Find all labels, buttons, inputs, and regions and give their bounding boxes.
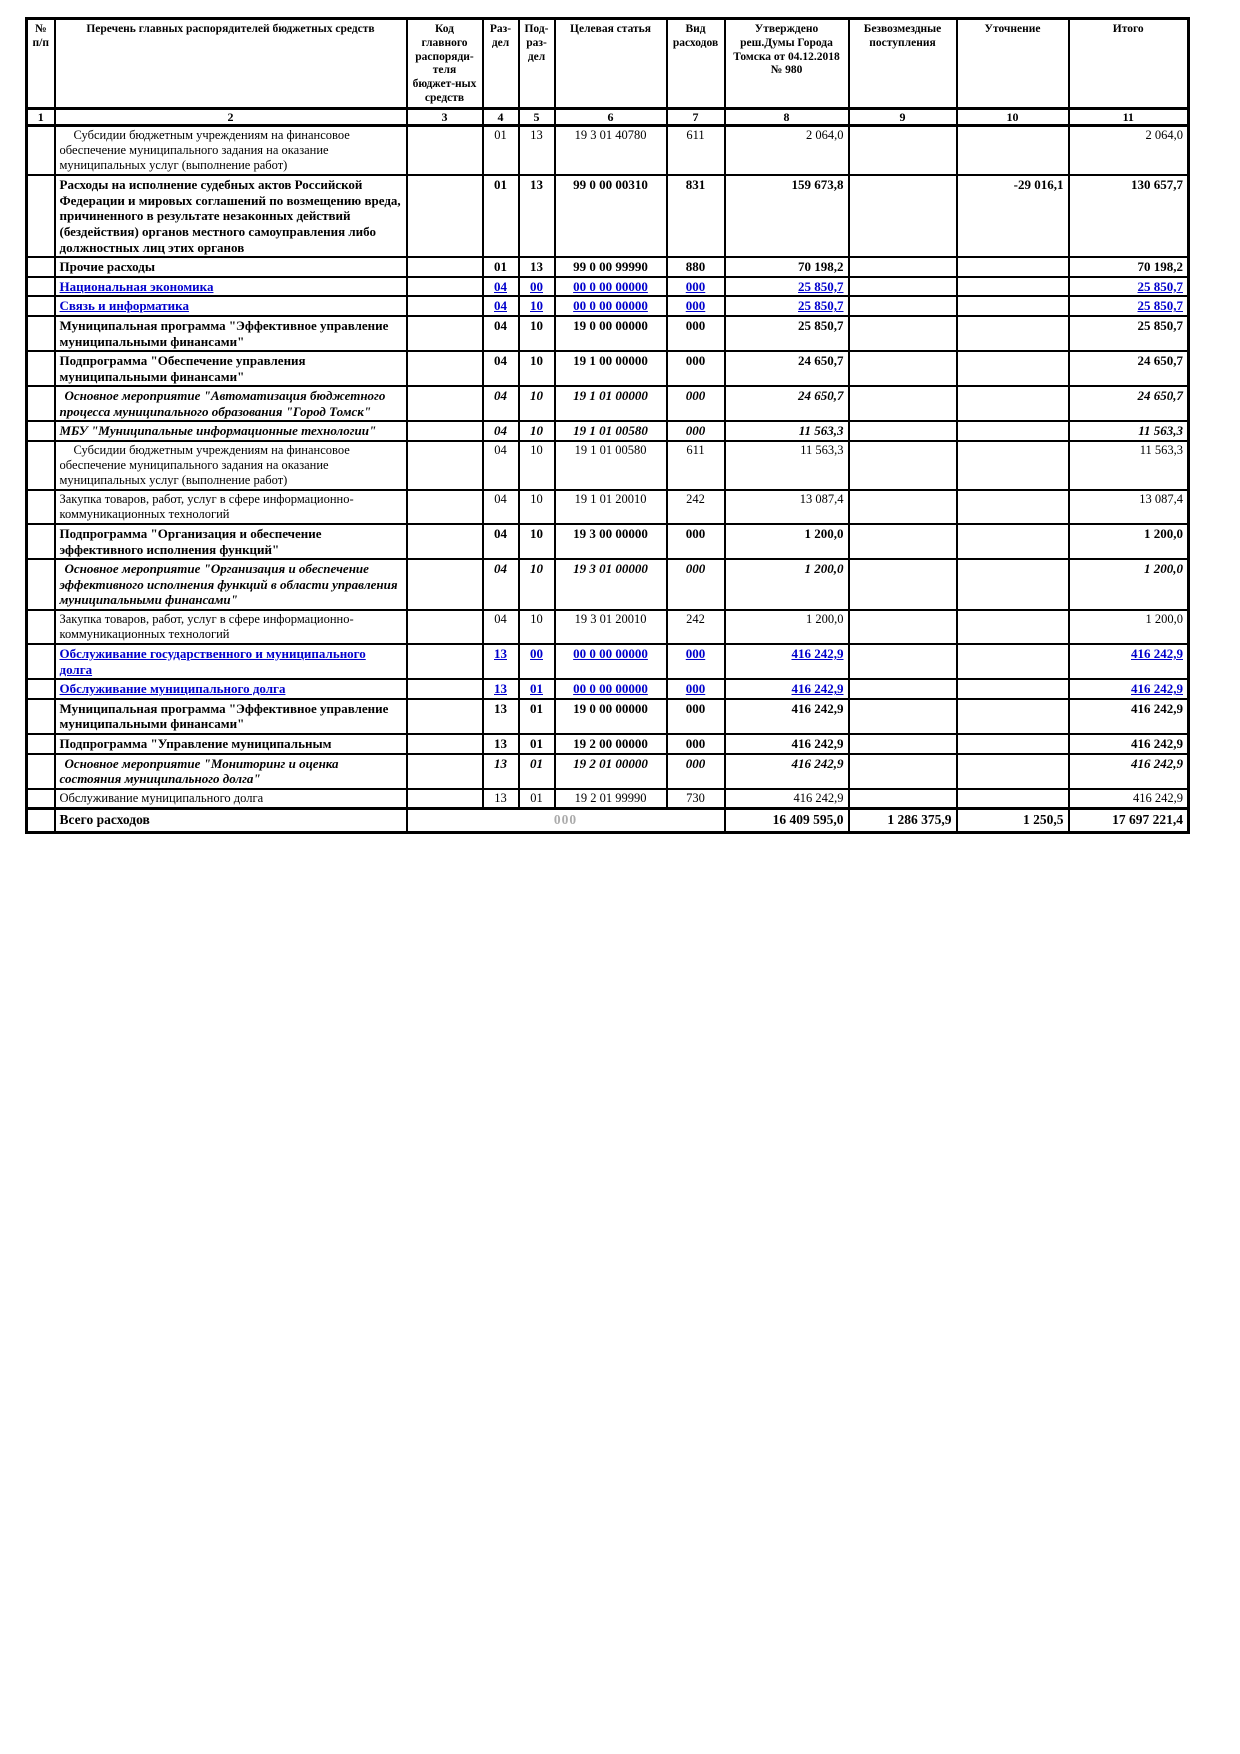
row-total-cell: 13 087,4 — [1069, 490, 1189, 524]
row-target-article-cell: 19 2 01 00000 — [555, 754, 667, 789]
col-num-7: 7 — [667, 108, 725, 125]
row-grbs-code-cell — [407, 734, 483, 754]
col-header-razdel: Раз-дел — [483, 19, 519, 109]
col-num-2: 2 — [55, 108, 407, 125]
row-podrazdel-cell: 10 — [519, 441, 555, 490]
row-refine-cell — [957, 699, 1069, 734]
row-name-cell: Закупка товаров, работ, услуг в сфере информационно-коммуникационных технологий — [55, 490, 407, 524]
row-npp-cell — [27, 699, 55, 734]
row-grbs-code-cell — [407, 679, 483, 699]
row-gratuitous-cell — [849, 610, 957, 644]
row-expense-type-cell: 730 — [667, 789, 725, 809]
row-grbs-code-cell — [407, 296, 483, 316]
row-approved-cell: 1 200,0 — [725, 559, 849, 610]
row-total-cell: 1 200,0 — [1069, 524, 1189, 559]
row-razdel-cell: 04 — [483, 421, 519, 441]
row-refine-cell — [957, 644, 1069, 679]
row-expense-type-cell: 611 — [667, 441, 725, 490]
row-approved-cell: 25 850,7 — [725, 296, 849, 316]
row-npp-cell — [27, 754, 55, 789]
row-razdel-cell: 13 — [483, 754, 519, 789]
row-podrazdel-cell: 01 — [519, 789, 555, 809]
row-target-article-cell: 19 0 00 00000 — [555, 316, 667, 351]
row-refine-cell — [957, 490, 1069, 524]
row-npp-cell — [27, 644, 55, 679]
row-expense-type-cell: 242 — [667, 610, 725, 644]
row-refine-cell — [957, 386, 1069, 421]
row-npp-cell — [27, 126, 55, 176]
col-num-4: 4 — [483, 108, 519, 125]
total-merged-zeros: 000 — [407, 808, 725, 832]
row-gratuitous-cell — [849, 175, 957, 257]
row-approved-cell: 13 087,4 — [725, 490, 849, 524]
row-name-cell: Основное мероприятие "Организация и обеспечение эффективного исполнения функций в области управления муниципальными финансами" — [55, 559, 407, 610]
total-label: Всего расходов — [55, 808, 407, 832]
row-gratuitous-cell — [849, 421, 957, 441]
row-grbs-code-cell — [407, 257, 483, 277]
row-gratuitous-cell — [849, 699, 957, 734]
row-podrazdel-cell: 13 — [519, 175, 555, 257]
table-row — [27, 559, 1189, 610]
row-grbs-code-cell — [407, 316, 483, 351]
row-npp-cell — [27, 257, 55, 277]
table-row — [27, 351, 1189, 386]
row-total-cell: 416 242,9 — [1069, 754, 1189, 789]
row-expense-type-cell: 000 — [667, 754, 725, 789]
row-total-cell: 416 242,9 — [1069, 789, 1189, 809]
row-expense-type-cell: 000 — [667, 559, 725, 610]
row-podrazdel-cell: 13 — [519, 126, 555, 176]
row-razdel-cell: 04 — [483, 524, 519, 559]
row-gratuitous-cell — [849, 126, 957, 176]
row-approved-cell: 25 850,7 — [725, 316, 849, 351]
row-total-cell: 1 200,0 — [1069, 610, 1189, 644]
row-refine-cell — [957, 296, 1069, 316]
row-name-cell: Муниципальная программа "Эффективное управление муниципальными финансами" — [55, 316, 407, 351]
col-num-3: 3 — [407, 108, 483, 125]
row-name-cell: Связь и информатика — [55, 296, 407, 316]
row-gratuitous-cell — [849, 351, 957, 386]
table-row — [27, 610, 1189, 644]
total-itogo-value: 17 697 221,4 — [1069, 808, 1189, 832]
row-podrazdel-cell: 01 — [519, 754, 555, 789]
row-target-article-cell: 19 1 01 00580 — [555, 441, 667, 490]
row-refine-cell — [957, 277, 1069, 297]
row-razdel-cell: 04 — [483, 490, 519, 524]
col-num-9: 9 — [849, 108, 957, 125]
row-npp-cell — [27, 175, 55, 257]
col-header-podrazdel: Под-раз-дел — [519, 19, 555, 109]
row-podrazdel-cell: 10 — [519, 351, 555, 386]
row-razdel-cell: 04 — [483, 610, 519, 644]
row-expense-type-cell: 000 — [667, 316, 725, 351]
row-grbs-code-cell — [407, 386, 483, 421]
row-grbs-code-cell — [407, 421, 483, 441]
row-podrazdel-cell: 01 — [519, 679, 555, 699]
row-refine-cell: -29 016,1 — [957, 175, 1069, 257]
row-podrazdel-cell: 01 — [519, 734, 555, 754]
row-name-cell: Закупка товаров, работ, услуг в сфере информационно-коммуникационных технологий — [55, 610, 407, 644]
table-row — [27, 754, 1189, 789]
row-gratuitous-cell — [849, 296, 957, 316]
row-podrazdel-cell: 01 — [519, 699, 555, 734]
table-row — [27, 386, 1189, 421]
row-refine-cell — [957, 316, 1069, 351]
budget-expenditure-table — [25, 17, 1190, 834]
row-refine-cell — [957, 679, 1069, 699]
row-razdel-cell: 04 — [483, 351, 519, 386]
row-target-article-cell: 19 0 00 00000 — [555, 699, 667, 734]
row-approved-cell: 1 200,0 — [725, 610, 849, 644]
row-name-cell: Расходы на исполнение судебных актов Российской Федерации и мировых соглашений по возмещению вреда, причиненного в результате незаконных действий (бездействия) органов местного самоуправления либо должностных лиц этих органов — [55, 175, 407, 257]
table-row — [27, 277, 1189, 297]
row-name-cell: Муниципальная программа "Эффективное управление муниципальными финансами" — [55, 699, 407, 734]
row-expense-type-cell: 000 — [667, 679, 725, 699]
row-grbs-code-cell — [407, 524, 483, 559]
row-podrazdel-cell: 10 — [519, 421, 555, 441]
row-approved-cell: 416 242,9 — [725, 734, 849, 754]
row-podrazdel-cell: 10 — [519, 559, 555, 610]
row-gratuitous-cell — [849, 524, 957, 559]
row-refine-cell — [957, 421, 1069, 441]
row-expense-type-cell: 000 — [667, 386, 725, 421]
row-refine-cell — [957, 441, 1069, 490]
row-npp-cell — [27, 524, 55, 559]
table-row — [27, 734, 1189, 754]
table-row — [27, 679, 1189, 699]
row-podrazdel-cell: 00 — [519, 277, 555, 297]
total-approved-value: 16 409 595,0 — [725, 808, 849, 832]
col-header-name: Перечень главных распорядителей бюджетных средств — [55, 19, 407, 109]
row-razdel-cell: 04 — [483, 277, 519, 297]
row-target-article-cell: 19 3 01 20010 — [555, 610, 667, 644]
col-header-grbs-code: Код главного распоряди-теля бюджет-ных средств — [407, 19, 483, 109]
row-podrazdel-cell: 10 — [519, 386, 555, 421]
row-grbs-code-cell — [407, 126, 483, 176]
table-body — [27, 126, 1189, 809]
row-gratuitous-cell — [849, 754, 957, 789]
row-name-cell: Подпрограмма "Управление муниципальным — [55, 734, 407, 754]
row-total-cell: 25 850,7 — [1069, 316, 1189, 351]
row-refine-cell — [957, 351, 1069, 386]
row-podrazdel-cell: 13 — [519, 257, 555, 277]
row-npp-cell — [27, 386, 55, 421]
row-name-cell: Основное мероприятие "Автоматизация бюджетного процесса муниципального образования "Город Томск" — [55, 386, 407, 421]
row-refine-cell — [957, 524, 1069, 559]
row-razdel-cell: 01 — [483, 175, 519, 257]
row-gratuitous-cell — [849, 789, 957, 809]
row-npp-cell — [27, 421, 55, 441]
row-grbs-code-cell — [407, 277, 483, 297]
row-target-article-cell: 19 2 01 99990 — [555, 789, 667, 809]
row-name-cell: Основное мероприятие "Мониторинг и оценка состояния муниципального долга" — [55, 754, 407, 789]
row-total-cell: 1 200,0 — [1069, 559, 1189, 610]
row-total-cell: 2 064,0 — [1069, 126, 1189, 176]
row-approved-cell: 24 650,7 — [725, 351, 849, 386]
table-row — [27, 296, 1189, 316]
table-row — [27, 490, 1189, 524]
row-podrazdel-cell: 10 — [519, 316, 555, 351]
row-approved-cell: 159 673,8 — [725, 175, 849, 257]
row-name-cell: МБУ "Муниципальные информационные технологии" — [55, 421, 407, 441]
row-total-cell: 416 242,9 — [1069, 644, 1189, 679]
row-gratuitous-cell — [849, 277, 957, 297]
row-approved-cell: 1 200,0 — [725, 524, 849, 559]
row-name-cell: Прочие расходы — [55, 257, 407, 277]
row-expense-type-cell: 000 — [667, 351, 725, 386]
table-row — [27, 175, 1189, 257]
row-razdel-cell: 13 — [483, 699, 519, 734]
row-target-article-cell: 19 3 01 00000 — [555, 559, 667, 610]
row-npp-cell — [27, 351, 55, 386]
row-total-cell: 416 242,9 — [1069, 734, 1189, 754]
table-row — [27, 126, 1189, 176]
table-row — [27, 257, 1189, 277]
row-name-cell: Подпрограмма "Организация и обеспечение эффективного исполнения функций" — [55, 524, 407, 559]
col-header-npp: № п/п — [27, 19, 55, 109]
row-total-cell: 24 650,7 — [1069, 351, 1189, 386]
row-npp-cell — [27, 277, 55, 297]
row-podrazdel-cell: 10 — [519, 524, 555, 559]
row-grbs-code-cell — [407, 490, 483, 524]
row-razdel-cell: 01 — [483, 126, 519, 176]
row-name-cell: Национальная экономика — [55, 277, 407, 297]
row-npp-cell — [27, 734, 55, 754]
table-row — [27, 524, 1189, 559]
row-target-article-cell: 99 0 00 00310 — [555, 175, 667, 257]
row-refine-cell — [957, 754, 1069, 789]
row-target-article-cell: 19 1 01 00000 — [555, 386, 667, 421]
row-grbs-code-cell — [407, 644, 483, 679]
row-razdel-cell: 04 — [483, 386, 519, 421]
col-header-gratuitous: Безвозмездные поступления — [849, 19, 957, 109]
row-total-cell: 24 650,7 — [1069, 386, 1189, 421]
row-refine-cell — [957, 734, 1069, 754]
row-npp-cell — [27, 441, 55, 490]
col-num-10: 10 — [957, 108, 1069, 125]
row-total-cell: 70 198,2 — [1069, 257, 1189, 277]
row-grbs-code-cell — [407, 789, 483, 809]
row-gratuitous-cell — [849, 559, 957, 610]
row-razdel-cell: 13 — [483, 679, 519, 699]
row-grbs-code-cell — [407, 351, 483, 386]
row-razdel-cell: 13 — [483, 734, 519, 754]
table-row — [27, 644, 1189, 679]
col-num-8: 8 — [725, 108, 849, 125]
row-approved-cell: 416 242,9 — [725, 679, 849, 699]
row-gratuitous-cell — [849, 316, 957, 351]
row-name-cell: Субсидии бюджетным учреждениям на финансовое обеспечение муниципального задания на оказание муниципальных услуг (выполнение работ) — [55, 441, 407, 490]
row-target-article-cell: 19 3 00 00000 — [555, 524, 667, 559]
row-npp-cell — [27, 610, 55, 644]
row-total-cell: 416 242,9 — [1069, 699, 1189, 734]
header-number-row — [27, 108, 1189, 125]
row-target-article-cell: 19 1 00 00000 — [555, 351, 667, 386]
row-gratuitous-cell — [849, 679, 957, 699]
row-approved-cell: 11 563,3 — [725, 421, 849, 441]
row-expense-type-cell: 000 — [667, 277, 725, 297]
row-target-article-cell: 19 3 01 40780 — [555, 126, 667, 176]
row-grbs-code-cell — [407, 175, 483, 257]
col-header-target-article: Целевая статья — [555, 19, 667, 109]
row-razdel-cell: 04 — [483, 441, 519, 490]
row-npp-cell — [27, 316, 55, 351]
row-gratuitous-cell — [849, 490, 957, 524]
row-gratuitous-cell — [849, 644, 957, 679]
row-expense-type-cell: 000 — [667, 296, 725, 316]
row-total-cell: 11 563,3 — [1069, 421, 1189, 441]
row-gratuitous-cell — [849, 441, 957, 490]
row-approved-cell: 416 242,9 — [725, 789, 849, 809]
table-row — [27, 441, 1189, 490]
row-expense-type-cell: 880 — [667, 257, 725, 277]
row-target-article-cell: 19 1 01 20010 — [555, 490, 667, 524]
row-expense-type-cell: 611 — [667, 126, 725, 176]
row-approved-cell: 24 650,7 — [725, 386, 849, 421]
row-razdel-cell: 13 — [483, 789, 519, 809]
row-total-cell: 416 242,9 — [1069, 679, 1189, 699]
row-expense-type-cell: 242 — [667, 490, 725, 524]
row-gratuitous-cell — [849, 257, 957, 277]
row-approved-cell: 416 242,9 — [725, 699, 849, 734]
row-razdel-cell: 04 — [483, 296, 519, 316]
row-name-cell: Обслуживание государственного и муниципального долга — [55, 644, 407, 679]
table-row — [27, 421, 1189, 441]
row-grbs-code-cell — [407, 559, 483, 610]
total-npp-cell — [27, 808, 55, 832]
row-razdel-cell: 01 — [483, 257, 519, 277]
total-row — [27, 808, 1189, 832]
row-razdel-cell: 04 — [483, 559, 519, 610]
table-header — [27, 19, 1189, 126]
row-name-cell: Субсидии бюджетным учреждениям на финансовое обеспечение муниципального задания на оказание муниципальных услуг (выполнение работ) — [55, 126, 407, 176]
row-target-article-cell: 00 0 00 00000 — [555, 277, 667, 297]
row-approved-cell: 11 563,3 — [725, 441, 849, 490]
row-expense-type-cell: 000 — [667, 644, 725, 679]
row-target-article-cell: 00 0 00 00000 — [555, 679, 667, 699]
col-num-6: 6 — [555, 108, 667, 125]
row-podrazdel-cell: 10 — [519, 490, 555, 524]
row-expense-type-cell: 000 — [667, 421, 725, 441]
col-num-5: 5 — [519, 108, 555, 125]
row-approved-cell: 416 242,9 — [725, 644, 849, 679]
row-total-cell: 11 563,3 — [1069, 441, 1189, 490]
row-grbs-code-cell — [407, 441, 483, 490]
row-total-cell: 25 850,7 — [1069, 296, 1189, 316]
row-expense-type-cell: 000 — [667, 699, 725, 734]
row-total-cell: 25 850,7 — [1069, 277, 1189, 297]
row-refine-cell — [957, 610, 1069, 644]
row-podrazdel-cell: 00 — [519, 644, 555, 679]
total-gratuitous-value: 1 286 375,9 — [849, 808, 957, 832]
row-name-cell: Обслуживание муниципального долга — [55, 679, 407, 699]
row-npp-cell — [27, 679, 55, 699]
row-target-article-cell: 19 1 01 00580 — [555, 421, 667, 441]
row-refine-cell — [957, 126, 1069, 176]
row-razdel-cell: 04 — [483, 316, 519, 351]
col-header-refine: Уточнение — [957, 19, 1069, 109]
row-razdel-cell: 13 — [483, 644, 519, 679]
row-target-article-cell: 19 2 00 00000 — [555, 734, 667, 754]
row-refine-cell — [957, 789, 1069, 809]
row-name-cell: Подпрограмма "Обеспечение управления муниципальными финансами" — [55, 351, 407, 386]
row-npp-cell — [27, 296, 55, 316]
row-grbs-code-cell — [407, 610, 483, 644]
row-npp-cell — [27, 789, 55, 809]
row-approved-cell: 25 850,7 — [725, 277, 849, 297]
table-row — [27, 316, 1189, 351]
row-expense-type-cell: 831 — [667, 175, 725, 257]
row-target-article-cell: 00 0 00 00000 — [555, 644, 667, 679]
total-refine-value: 1 250,5 — [957, 808, 1069, 832]
col-header-total: Итого — [1069, 19, 1189, 109]
table-row — [27, 699, 1189, 734]
row-target-article-cell: 99 0 00 99990 — [555, 257, 667, 277]
row-podrazdel-cell: 10 — [519, 296, 555, 316]
row-grbs-code-cell — [407, 699, 483, 734]
row-target-article-cell: 00 0 00 00000 — [555, 296, 667, 316]
row-approved-cell: 2 064,0 — [725, 126, 849, 176]
row-approved-cell: 416 242,9 — [725, 754, 849, 789]
row-gratuitous-cell — [849, 734, 957, 754]
row-refine-cell — [957, 257, 1069, 277]
row-name-cell: Обслуживание муниципального долга — [55, 789, 407, 809]
col-header-approved: Утверждено реш.Думы Города Томска от 04.12.2018 № 980 — [725, 19, 849, 109]
row-npp-cell — [27, 559, 55, 610]
row-gratuitous-cell — [849, 386, 957, 421]
row-total-cell: 130 657,7 — [1069, 175, 1189, 257]
col-num-11: 11 — [1069, 108, 1189, 125]
row-approved-cell: 70 198,2 — [725, 257, 849, 277]
row-expense-type-cell: 000 — [667, 734, 725, 754]
row-expense-type-cell: 000 — [667, 524, 725, 559]
row-npp-cell — [27, 490, 55, 524]
table-row — [27, 789, 1189, 809]
row-grbs-code-cell — [407, 754, 483, 789]
row-refine-cell — [957, 559, 1069, 610]
col-num-1: 1 — [27, 108, 55, 125]
header-label-row — [27, 19, 1189, 109]
col-header-expense-type: Вид расходов — [667, 19, 725, 109]
row-podrazdel-cell: 10 — [519, 610, 555, 644]
